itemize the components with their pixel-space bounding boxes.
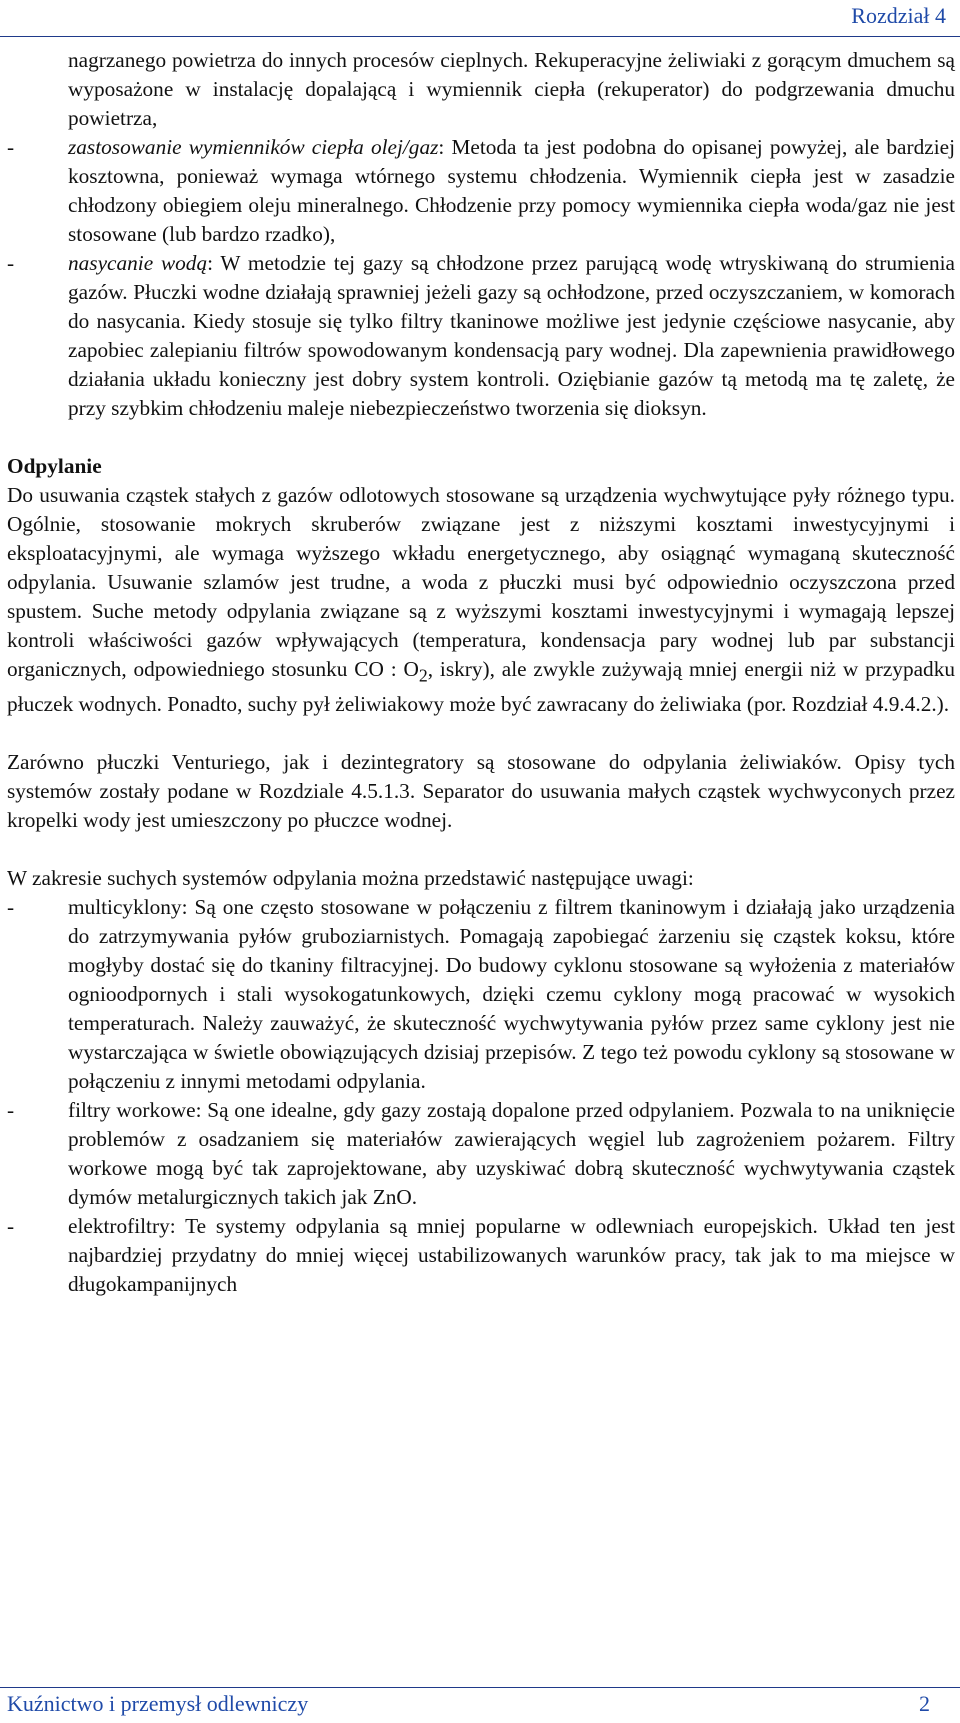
list-item-term: zastosowanie wymienników ciepła olej/gaz: [68, 135, 439, 159]
list-item-water-saturation: [7, 249, 955, 423]
page-body: [7, 46, 955, 1299]
paragraph-dedusting: Do usuwania cząstek stałych z gazów odlotowych stosowane są urządzenia wychwytujące pyły różnego typu. Ogólnie, stosowanie mokrych skruberów związane jest z niższymi kosztami inwestycyjnymi i eksploatacyjnymi, ale wymaga wyższego wkładu energetycznego, aby osiągnąć wymaganą skuteczność odpylania. Usuwanie szlamów jest trudne, a woda z płuczki musi być odpowiednio oczyszczona przed spustem. Suche metody odpylania związane są z wyższymi kosztami inwestycyjnymi i wymagają lepszej kontroli właściwości gazów wpływających (temperatura, kondensacja pary wodnej lub par substancji organicznych, odpowiedniego stosunku CO : $O_2$, iskry), ale zwykle zużywają mniej energii niż w przypadku płuczek wodnych. Ponadto, suchy pył żeliwiakowy może być zawracany do żeliwiaka (por. Rozdział 4.9.4.2.).: [7, 483, 955, 717]
paragraph-venturi: Zarówno płuczki Venturiego, jak i dezintegratory są stosowane do odpylania żeliwiaków. Opisy tych systemów zostały podane w Rozdziale 4.5.1.3. Separator do usuwania małych cząstek wychwyconych przez kropelki wody jest umieszczony po płuczce wodnej.: [7, 750, 955, 833]
page-footer: [0, 1687, 960, 1723]
paragraph-dry-systems-intro: W zakresie suchych systemów odpylania można przedstawić następujące uwagi:: [7, 866, 694, 891]
list-item-multicyclones: [7, 893, 955, 1096]
list-dash: -: [7, 251, 15, 275]
list-dash: -: [7, 895, 15, 920]
footer-title: Kuźnictwo i przemysł odlewniczy: [7, 1691, 309, 1716]
page-header: [0, 0, 960, 37]
list-item-oil-gas-exchanger: [7, 133, 955, 249]
chapter-label: Rozdział 4: [851, 3, 946, 28]
list-dash: -: [7, 1098, 15, 1123]
list-item-text: filtry workowe: Są one idealne, gdy gazy zostają dopalone przed odpylaniem. Pozwala to na uniknięcie problemów z osadzaniem się materiałów zawierających węgiel lub zagrożeniem pożarem. Filtry workowe mogą być tak zaprojektowane, aby uzyskiwać dobrą skuteczność wychwytywania cząstek dymów metalurgicznych takich jak ZnO.: [68, 1098, 955, 1210]
list-item-electrofilters: [7, 1212, 955, 1299]
list-item-text: multicyklony: Są one często stosowane w połączeniu z filtrem tkaninowym i działają jako urządzenia do zatrzymywania pyłów gruboziarnistych. Pomagają zapobiegać żarzeniu się cząstek koksu, które mogłyby dostać się do tkaniny filtracyjnej. Do budowy cyklonu stosowane są wyłożenia z materiałów ognioodpornych i stali wysokogatunkowych, dzięki czemu cyklony mogą pracować w wysokich temperaturach. Należy zauważyć, że skuteczność wychwytywania pyłów przez same cyklony jest nie wystarczająca w świetle obowiązujących dzisiaj przepisów. Z tego też powodu cyklony są stosowane w połączeniu z innymi metodami odpylania.: [68, 895, 955, 1094]
list-item-term: nasycanie wodą: [68, 251, 208, 275]
page-number: 2: [919, 1691, 930, 1716]
paragraph-continuation: nagrzanego powietrza do innych procesów cieplnych. Rekuperacyjne żeliwiaki z gorącym dmuchem są wyposażone w instalację dopalającą i wymiennik ciepła (rekuperator) do podgrzewania dmuchu powietrza,: [68, 48, 955, 130]
list-item-text: elektrofiltry: Te systemy odpylania są mniej popularne w odlewniach europejskich. Układ ten jest najbardziej przydatny do mniej więcej ustabilizowanych warunków pracy, tak jak to ma miejsce w długokampanijnych: [68, 1214, 955, 1297]
section-heading: Odpylanie: [7, 454, 102, 478]
list-item-text: : Metoda ta jest podobna do opisanej powyżej, ale bardziej kosztowna, ponieważ wymaga wtórnego systemu chłodzenia. Wymiennik ciepła jest w zasadzie chłodzony obiegiem oleju mineralnego. Chłodzenie przy pomocy wymiennika ciepła woda/gaz nie jest stosowane (lub bardzo rzadko),: [68, 135, 955, 246]
list-item-bag-filters: [7, 1096, 955, 1212]
list-dash: -: [7, 135, 15, 159]
subscript: 2: [418, 665, 428, 686]
list-dash: -: [7, 1214, 15, 1239]
list-item-text: : W metodzie tej gazy są chłodzone przez parującą wodę wtryskiwaną do strumienia gazów. Płuczki wodne działają sprawniej jeżeli gazy są ochłodzone, przed oczyszczaniem, w komorach do nasycania. Kiedy stosuje się tylko filtry tkaninowe możliwe jest jedynie częściowe nasycanie, aby zapobiec zalepianiu filtrów spowodowanym kondensacją pary wodnej. Dla zapewnienia prawidłowego działania układu konieczny jest dobry system kontroli. Oziębianie gazów tą metodą ma tę zaletę, że przy szybkim chłodzeniu maleje niebezpieczeństwo tworzenia się dioksyn.: [68, 251, 955, 420]
